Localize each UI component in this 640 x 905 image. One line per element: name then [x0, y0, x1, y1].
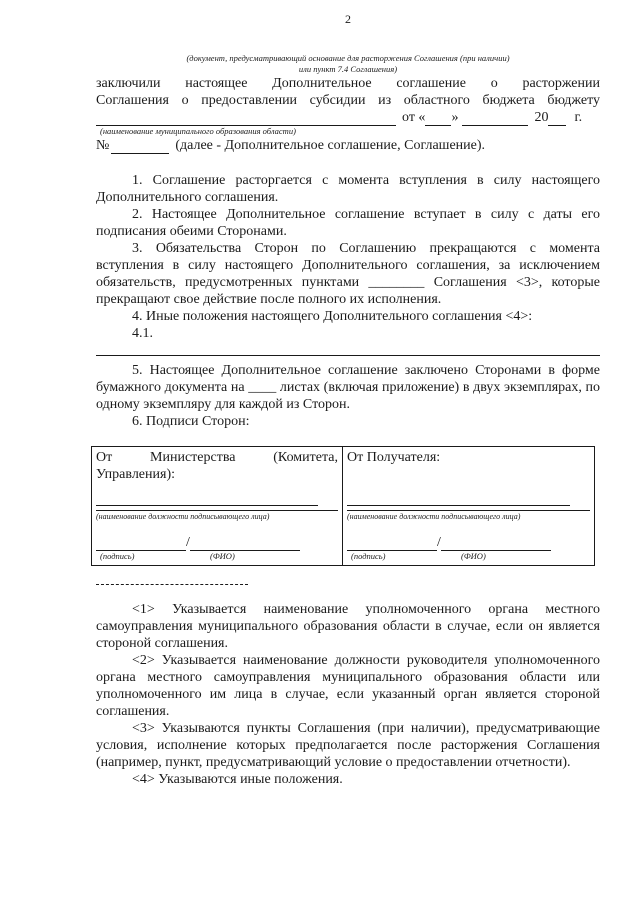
clause-4-1: 4.1.: [132, 326, 153, 341]
municipality-blank[interactable]: [96, 112, 396, 126]
footnote-3: <3> Указываются пункты Соглашения (при наличии), предусматривающие условия, исполнение которых предполагается после расторжения Соглашения (например, пункт, предусматривающий условие о предоставлении отчетности).: [96, 721, 600, 770]
recipient-signature-cell: [343, 447, 594, 565]
ministry-signature-cell: [92, 447, 343, 565]
ministry-position-blank[interactable]: [96, 483, 318, 506]
signatures-table: [91, 446, 595, 566]
clause-2: 2. Настоящее Дополнительное соглашение вступает в силу с даты его подписания обеими Сторонами.: [96, 207, 600, 239]
footnote-4: <4> Указываются иные положения.: [132, 772, 343, 787]
clause-6: 6. Подписи Сторон:: [132, 414, 250, 429]
footnote-separator: [96, 584, 248, 585]
ministry-signature-label: (подпись): [100, 551, 135, 561]
month-blank[interactable]: [462, 112, 528, 126]
recipient-title: От Получателя:: [347, 450, 441, 465]
ministry-signature-blank[interactable]: [96, 536, 186, 551]
intro-line-1: заключили настоящее Дополнительное соглашение о расторжении: [96, 76, 600, 91]
recipient-signature-blank[interactable]: [347, 536, 437, 551]
intro-line-2: Соглашения о предоставлении субсидии из областного бюджета бюджету: [96, 93, 600, 108]
clause-3: 3. Обязательства Сторон по Соглашению прекращаются с момента вступления в силу настоящего Дополнительного соглашения, за исключением обязательств, предусмотренных пунктами ________ Соглашения <3>, которые прекращают свое действие после полного их исполнения.: [96, 241, 600, 307]
page-number: 2: [345, 12, 351, 26]
ministry-name-label: (ФИО): [210, 551, 235, 561]
intro-line-3: от « » 20 г.: [96, 109, 600, 126]
ministry-title: От Министерства (Комитета, Управления):: [96, 450, 338, 482]
year-blank[interactable]: [548, 112, 566, 126]
clause-1: 1. Соглашение расторгается с момента вступления в силу настоящего Дополнительного соглашения.: [96, 173, 600, 205]
municipality-hint: (наименование муниципального образования области): [100, 126, 296, 136]
header-hint-line-2: или пункт 7.4 Соглашения): [298, 64, 398, 74]
recipient-signature-label: (подпись): [351, 551, 386, 561]
footnote-2: <2> Указывается наименование должности руководителя уполномоченного органа местного самоуправления муниципального образования области или уполномоченного им лица в случае, если указанный орган является стороной соглашения.: [96, 653, 600, 719]
recipient-signature-row: /: [347, 535, 590, 551]
recipient-name-label: (ФИО): [461, 551, 486, 561]
agreement-number-blank[interactable]: [111, 140, 169, 154]
recipient-position-hint: (наименование должности подписывающего лица): [347, 510, 590, 521]
recipient-name-blank[interactable]: [441, 536, 551, 551]
footnote-1: <1> Указывается наименование уполномоченного органа местного самоуправления муниципального образования области в случае, если он является стороной соглашения.: [96, 602, 600, 651]
ministry-position-hint: (наименование должности подписывающего лица): [96, 510, 338, 521]
intro-line-4: № (далее - Дополнительное соглашение, Соглашение).: [96, 138, 486, 153]
clause-5: 5. Настоящее Дополнительное соглашение заключено Сторонами в форме бумажного документа на ____ листах (включая приложение) в двух экземплярах, по одному экземпляру для каждой из Сторон.: [96, 363, 600, 412]
ministry-name-blank[interactable]: [190, 536, 300, 551]
day-blank[interactable]: [425, 112, 451, 126]
header-hint-line-1: (документ, предусматривающий основание для расторжения Соглашения (при наличии): [186, 53, 510, 63]
ministry-signature-row: /: [96, 535, 338, 551]
clause-4: 4. Иные положения настоящего Дополнительного соглашения <4>:: [132, 309, 533, 324]
document-page: [96, 12, 600, 788]
clause-4-1-blank[interactable]: [96, 342, 600, 356]
recipient-position-blank[interactable]: [347, 483, 570, 506]
